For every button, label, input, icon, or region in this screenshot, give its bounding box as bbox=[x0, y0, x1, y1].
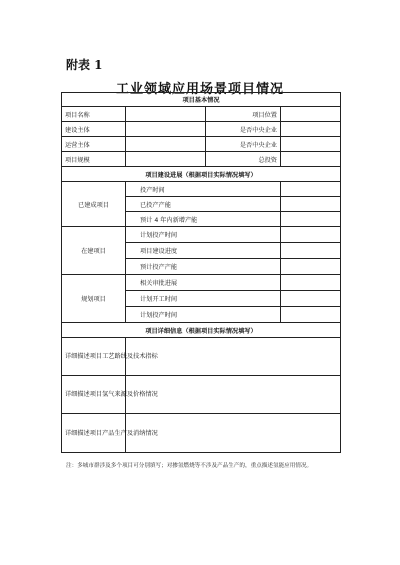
input-planned-item[interactable] bbox=[281, 307, 341, 323]
section-basic-title: 项目基本情况 bbox=[62, 93, 341, 107]
detail-row bbox=[62, 376, 341, 414]
basic-row bbox=[62, 152, 341, 167]
input-planned-item[interactable] bbox=[281, 291, 341, 307]
section-basic-header bbox=[62, 93, 341, 107]
input-operator-central-soe[interactable] bbox=[281, 137, 341, 152]
label-built-item: 投产时间 bbox=[126, 182, 281, 197]
label-planned-item: 计划投产时间 bbox=[126, 307, 281, 323]
label-building-item: 项目建设进度 bbox=[126, 243, 281, 259]
label-builder-central-soe: 是否中央企业 bbox=[206, 122, 281, 137]
input-project-scale[interactable] bbox=[126, 152, 206, 167]
input-project-name[interactable] bbox=[126, 107, 206, 122]
input-total-investment[interactable] bbox=[281, 152, 341, 167]
project-form-table bbox=[61, 92, 341, 453]
input-building-item[interactable] bbox=[281, 259, 341, 275]
input-building-item[interactable] bbox=[281, 227, 341, 243]
label-total-investment: 总投资 bbox=[206, 152, 281, 167]
input-builder[interactable] bbox=[126, 122, 206, 137]
footnote: 注：多城市群涉及多个项目可分别填写；对掺氢燃烧等不涉及产品生产的，重点描述氢能应用情况。 bbox=[66, 463, 313, 469]
label-project-scale: 项目规模 bbox=[62, 152, 126, 167]
input-built-item[interactable] bbox=[281, 212, 341, 227]
input-building-item[interactable] bbox=[281, 243, 341, 259]
label-planned-item: 计划开工时间 bbox=[126, 291, 281, 307]
label-project-location: 项目位置 bbox=[206, 107, 281, 122]
section-progress-header bbox=[62, 167, 341, 182]
label-built-item: 已投产产能 bbox=[126, 197, 281, 212]
label-building-item: 预计投产产能 bbox=[126, 259, 281, 275]
progress-row bbox=[62, 275, 341, 291]
label-building-item: 计划投产时间 bbox=[126, 227, 281, 243]
input-built-item[interactable] bbox=[281, 182, 341, 197]
category-building: 在建项目 bbox=[62, 227, 126, 275]
section-detail-title: 项目详细信息（根据项目实际情况填写） bbox=[62, 323, 341, 338]
input-builder-central-soe[interactable] bbox=[281, 122, 341, 137]
detail-row bbox=[62, 338, 341, 376]
section-detail-header bbox=[62, 323, 341, 338]
annex-label: 附表 1 bbox=[66, 58, 103, 72]
progress-row bbox=[62, 182, 341, 197]
label-project-name: 项目名称 bbox=[62, 107, 126, 122]
detail-row bbox=[62, 414, 341, 453]
basic-row bbox=[62, 107, 341, 122]
progress-row bbox=[62, 227, 341, 243]
label-operator: 运营主体 bbox=[62, 137, 126, 152]
input-built-item[interactable] bbox=[281, 197, 341, 212]
label-built-item: 预计 4 年内新增产能 bbox=[126, 212, 281, 227]
input-planned-item[interactable] bbox=[281, 275, 341, 291]
label-builder: 建设主体 bbox=[62, 122, 126, 137]
section-progress-title: 项目建设进展（根据项目实际情况填写） bbox=[62, 167, 341, 182]
category-planned: 规划项目 bbox=[62, 275, 126, 323]
label-detail-product: 详细描述项目产品生产及消纳情况 bbox=[62, 414, 126, 453]
input-project-location[interactable] bbox=[281, 107, 341, 122]
basic-row bbox=[62, 122, 341, 137]
label-detail-hydrogen-source: 详细描述项目氢气来源及价格情况 bbox=[62, 376, 126, 414]
basic-row bbox=[62, 137, 341, 152]
form-title: 工业领域应用场景项目情况 bbox=[115, 82, 284, 97]
label-operator-central-soe: 是否中央企业 bbox=[206, 137, 281, 152]
label-detail-process: 详细描述项目工艺路线及技术指标 bbox=[62, 338, 126, 376]
input-operator[interactable] bbox=[126, 137, 206, 152]
label-planned-item: 相关审批进展 bbox=[126, 275, 281, 291]
category-built: 已建成项目 bbox=[62, 182, 126, 227]
